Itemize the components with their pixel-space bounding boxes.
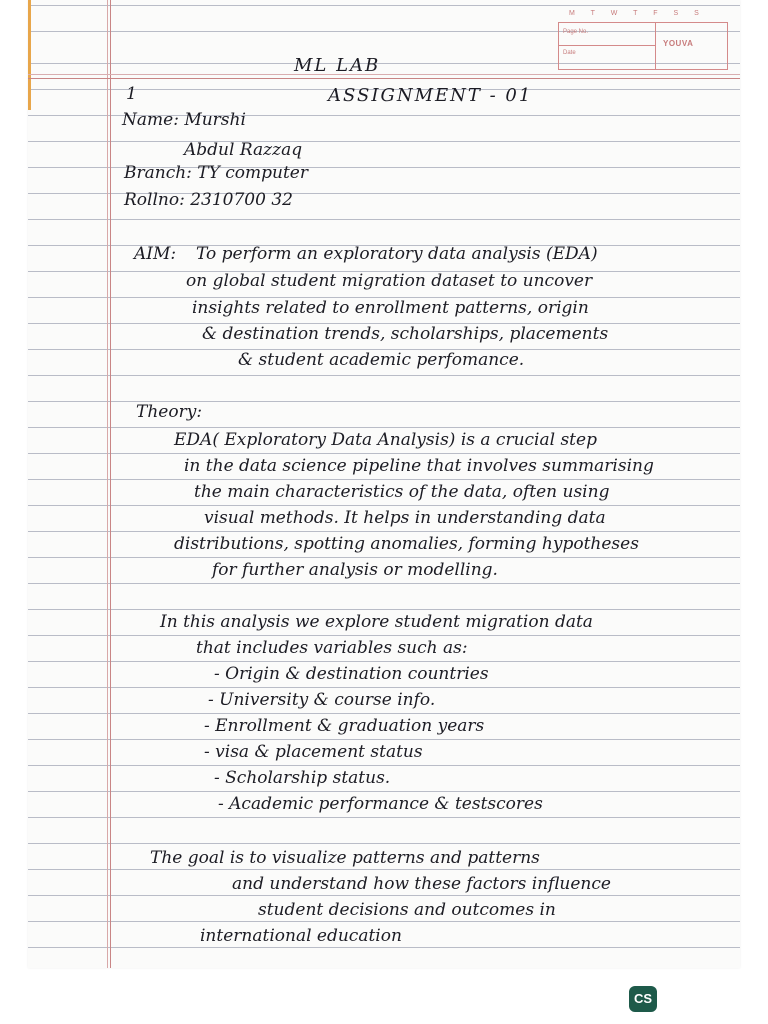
- date-box-divider: [559, 45, 655, 46]
- student-name: Name: Murshi: [122, 110, 246, 130]
- weekday-strip: M T W T F S S: [569, 10, 706, 17]
- margin-number: 1: [126, 84, 137, 104]
- margin-line-inner: [107, 0, 108, 968]
- student-branch: Branch: TY computer: [124, 163, 308, 183]
- date-label: Date: [563, 50, 576, 56]
- theory-line: distributions, spotting anomalies, forming hypotheses: [174, 534, 639, 554]
- aim-line: on global student migration dataset to uncover: [186, 271, 593, 291]
- analysis-intro: In this analysis we explore student migration data: [160, 612, 593, 632]
- aim-line: & destination trends, scholarships, placements: [202, 324, 609, 344]
- theory-line: in the data science pipeline that involves summarising: [184, 456, 654, 476]
- brand-logo: YOUVA: [663, 39, 694, 48]
- goal-line: The goal is to visualize patterns and patterns: [150, 848, 540, 868]
- scanner-app-badge: CS: [629, 986, 657, 1012]
- notebook-page: [28, 0, 740, 968]
- goal-line: student decisions and outcomes in: [258, 900, 556, 920]
- assignment-title: ASSIGNMENT - 01: [328, 85, 533, 106]
- variable-list-item: - Origin & destination countries: [214, 664, 489, 684]
- analysis-intro: that includes variables such as:: [196, 638, 468, 658]
- variable-list-item: - Academic performance & testscores: [218, 794, 543, 814]
- aim-line: To perform an exploratory data analysis (EDA): [196, 244, 598, 264]
- date-page-box: [558, 10, 728, 70]
- page-edge: [28, 0, 31, 110]
- variable-list-item: - visa & placement status: [204, 742, 423, 762]
- theory-line: visual methods. It helps in understanding data: [204, 508, 606, 528]
- header-rule-top: [28, 74, 740, 75]
- variable-list-item: - Scholarship status.: [214, 768, 391, 788]
- goal-line: and understand how these factors influence: [232, 874, 611, 894]
- student-rollno: Rollno: 2310700 32: [124, 190, 293, 210]
- theory-line: EDA( Exploratory Data Analysis) is a crucial step: [174, 430, 597, 450]
- margin-line: [110, 0, 111, 968]
- aim-line: & student academic perfomance.: [238, 350, 525, 370]
- date-box-separator: [655, 23, 656, 69]
- header-rule: [28, 78, 740, 79]
- theory-label: Theory:: [136, 402, 203, 422]
- lab-title: ML LAB: [294, 55, 381, 76]
- theory-line: the main characteristics of the data, often using: [194, 482, 610, 502]
- student-name-2: Abdul Razzaq: [184, 140, 303, 160]
- aim-label: AIM:: [134, 244, 177, 264]
- theory-line: for further analysis or modelling.: [212, 560, 498, 580]
- variable-list-item: - University & course info.: [208, 690, 436, 710]
- goal-line: international education: [200, 926, 402, 946]
- variable-list-item: - Enrollment & graduation years: [204, 716, 485, 736]
- aim-line: insights related to enrollment patterns, origin: [192, 298, 589, 318]
- page-no-label: Page No.: [563, 29, 589, 35]
